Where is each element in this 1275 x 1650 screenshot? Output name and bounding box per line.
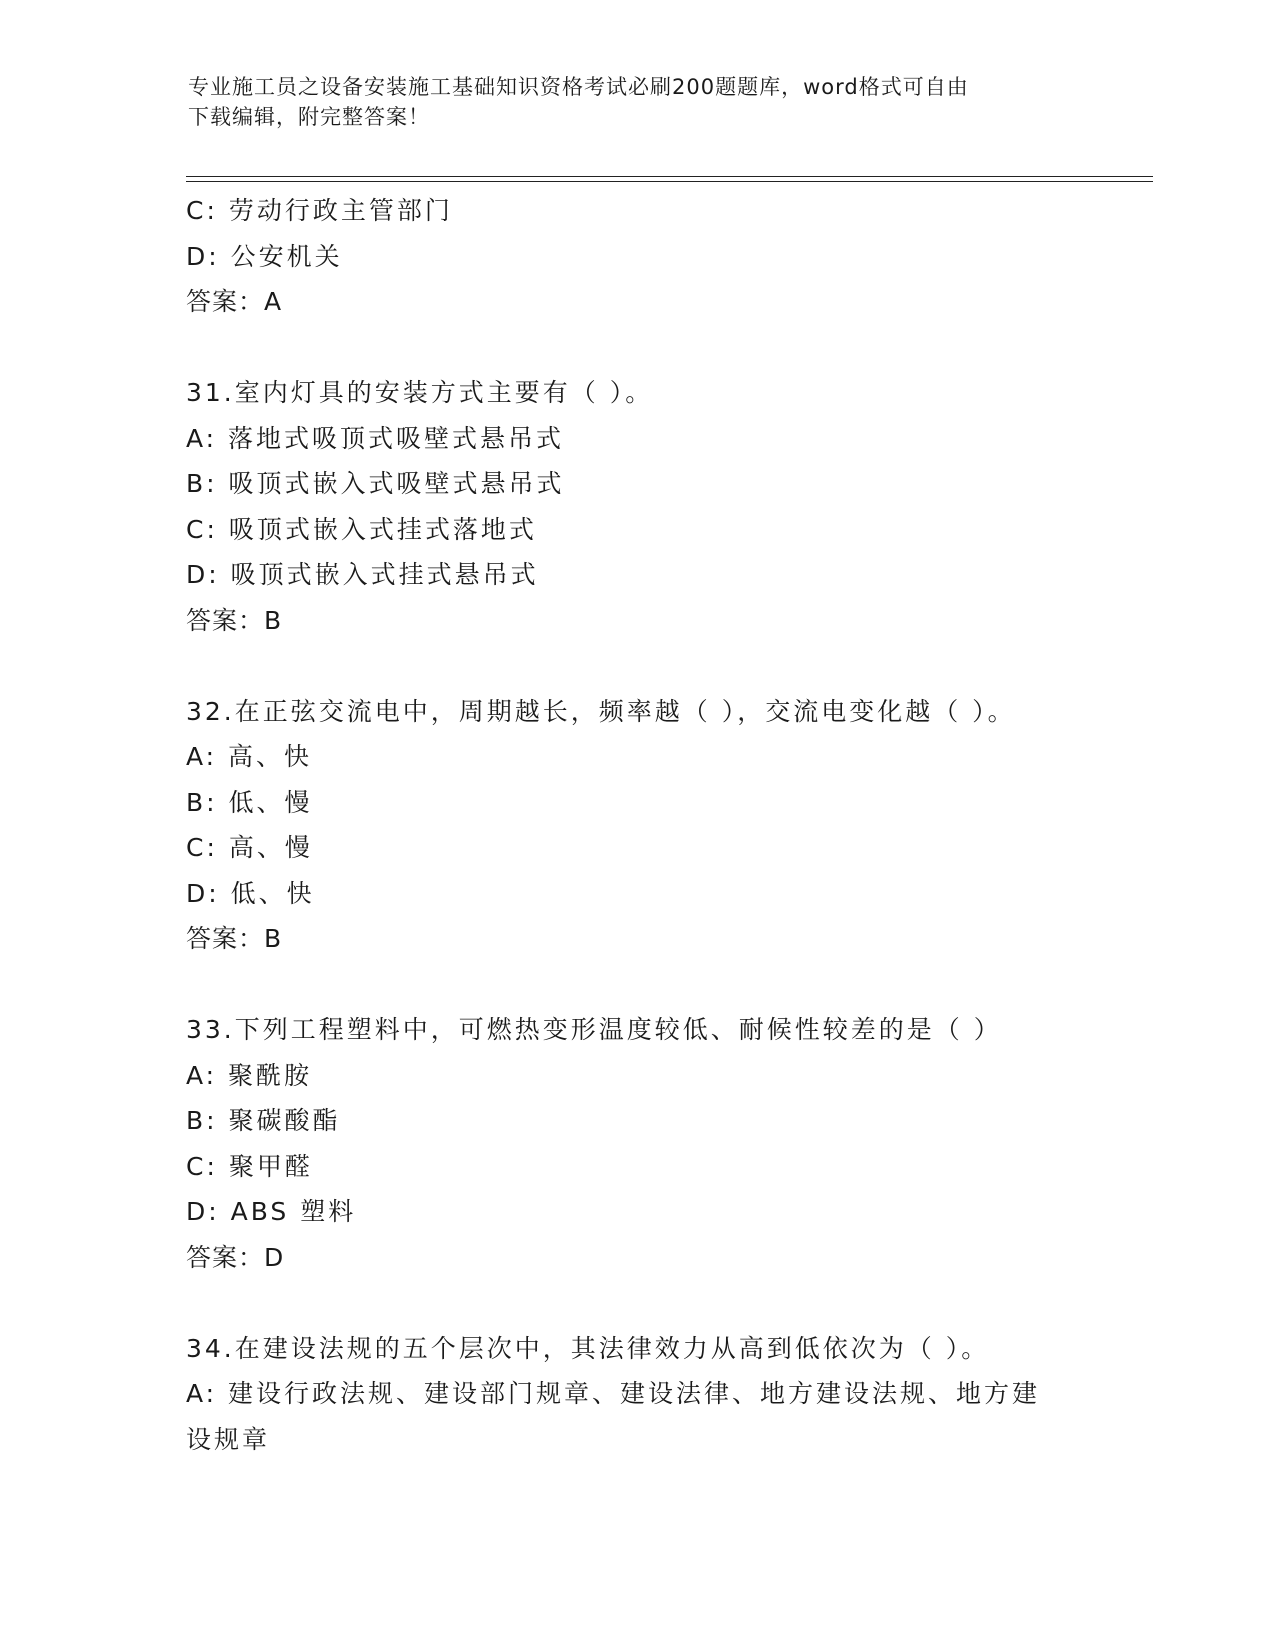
- option-c: C: 聚甲醛: [186, 1151, 313, 1181]
- question-stem: 33.下列工程塑料中，可燃热变形温度较低、耐候性较差的是（ ）: [186, 1015, 1002, 1044]
- option-d: D: 低、快: [186, 878, 315, 908]
- option-b: B: 低、慢: [186, 787, 313, 817]
- option-b: B: 聚碳酸酯: [186, 1106, 341, 1135]
- option-c: C: 吸顶式嵌入式挂式落地式: [186, 514, 537, 544]
- option-c: C: 劳动行政主管部门: [186, 196, 453, 225]
- option-b: B: 吸顶式嵌入式吸壁式悬吊式: [186, 469, 565, 498]
- question-stem: 31.室内灯具的安装方式主要有（ ）。: [186, 378, 654, 407]
- answer-text: 答案：D: [186, 1242, 285, 1272]
- answer-text: 答案：B: [186, 605, 283, 635]
- document-header: [188, 72, 1088, 132]
- question-gap: [186, 325, 1086, 371]
- header-divider-bottom: [186, 181, 1153, 182]
- question-list: [186, 188, 1086, 1462]
- header-divider-top: [186, 176, 1153, 177]
- question-gap: [186, 643, 1086, 689]
- answer-text: 答案：B: [186, 924, 283, 953]
- question-gap: [186, 1280, 1086, 1326]
- option-a-continued: 设规章: [186, 1424, 271, 1454]
- option-a: A: 建设行政法规、建设部门规章、建设法律、地方建设法规、地方建: [186, 1379, 1041, 1408]
- question-gap: [186, 962, 1086, 1008]
- option-a: A: 高、快: [186, 742, 313, 771]
- question-stem: 32.在正弦交流电中，周期越长，频率越（ ），交流电变化越（ ）。: [186, 696, 1016, 726]
- option-d: D: 公安机关: [186, 241, 343, 271]
- question-stem: 34.在建设法规的五个层次中，其法律效力从高到低依次为（ ）。: [186, 1333, 990, 1363]
- option-d: D: 吸顶式嵌入式挂式悬吊式: [186, 560, 539, 589]
- option-c: C: 高、慢: [186, 833, 313, 862]
- header-line-1: 专业施工员之设备安装施工基础知识资格考试必刷200题题库，word格式可自由: [188, 75, 969, 99]
- header-line-2: 下载编辑，附完整答案！: [188, 105, 430, 129]
- option-a: A: 聚酰胺: [186, 1060, 313, 1090]
- option-a: A: 落地式吸顶式吸壁式悬吊式: [186, 423, 565, 453]
- option-d: D: ABS 塑料: [186, 1197, 357, 1226]
- answer-text: 答案：A: [186, 287, 283, 316]
